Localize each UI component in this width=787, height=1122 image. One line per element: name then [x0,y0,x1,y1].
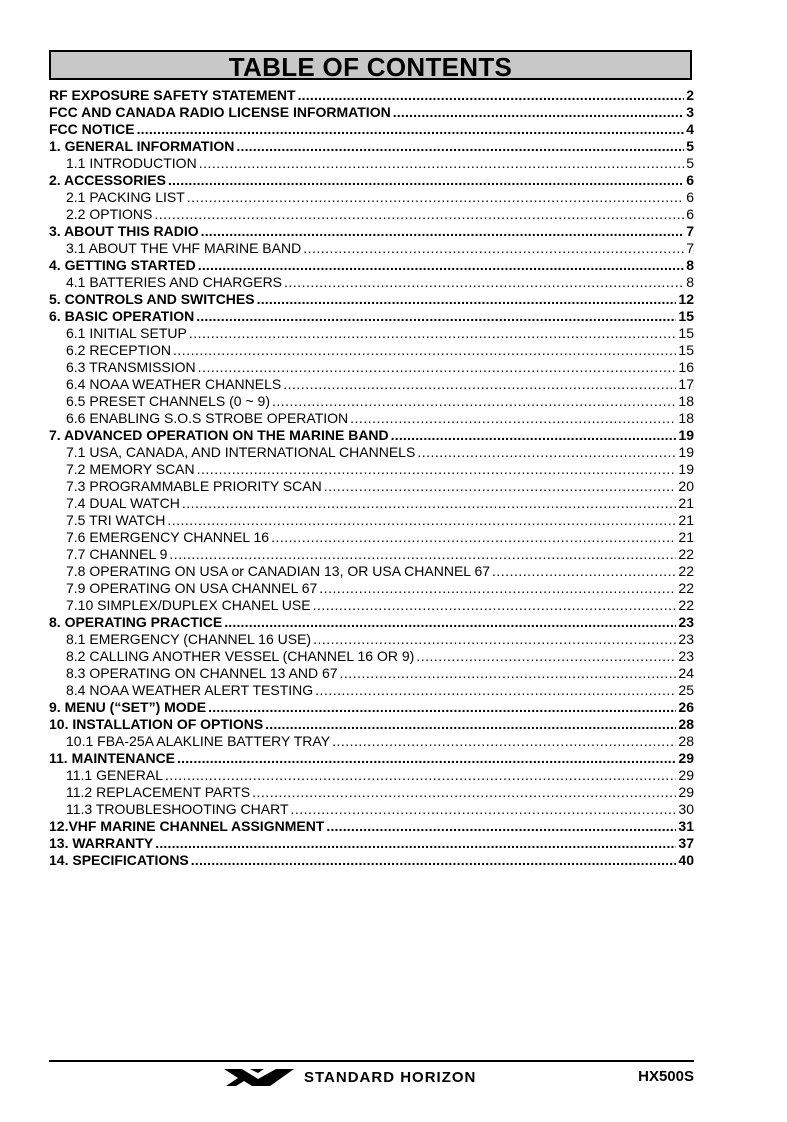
toc-entry-page: 23 [678,614,694,630]
dot-leader [313,631,676,648]
toc-entry-page: 18 [678,393,694,409]
toc-entry-page: 2 [686,87,694,103]
toc-entry-title: 2. ACCESSORIES [49,172,166,188]
toc-entry[interactable] [49,597,694,614]
toc-entry[interactable] [49,325,694,342]
toc-entry-page: 4 [686,121,694,137]
toc-entry-title: 2.2 OPTIONS [66,206,153,222]
toc-entry-title: 7.10 SIMPLEX/DUPLEX CHANEL USE [66,597,311,613]
toc-entry-page: 6 [686,206,694,222]
toc-entry-page: 23 [678,648,694,664]
toc-entry-title: 7. ADVANCED OPERATION ON THE MARINE BAND [49,427,389,443]
toc-entry-page: 12 [678,291,694,307]
toc-entry-title: 9. MENU (“SET”) MODE [49,699,207,715]
toc-entry-page: 3 [686,104,694,120]
toc-entry-title: 7.1 USA, CANADA, AND INTERNATIONAL CHANNELS [66,444,416,460]
toc-entry[interactable] [49,580,694,597]
toc-entry-title: 3. ABOUT THIS RADIO [49,223,199,239]
toc-entry[interactable] [49,801,694,818]
toc-entry[interactable] [49,750,694,767]
brand-logo [224,1066,476,1088]
dot-leader [391,427,677,444]
toc-entry-page: 26 [678,699,694,715]
toc-entry[interactable] [49,376,694,393]
toc-entry-page: 15 [678,342,694,358]
toc-entry-title: 7.3 PROGRAMMABLE PRIORITY SCAN [66,478,322,494]
toc-entry[interactable] [49,784,694,801]
toc-entry[interactable] [49,189,694,206]
toc-entry-title: 3.1 ABOUT THE VHF MARINE BAND [66,240,302,256]
toc-entry[interactable] [49,631,694,648]
dot-leader [173,342,676,359]
dot-leader [417,444,676,461]
dot-leader [196,308,676,325]
toc-entry-page: 7 [686,240,694,256]
toc-entry-title: 7.8 OPERATING ON USA or CANADIAN 13, OR USA CHANNEL 67 [66,563,491,579]
toc-entry-page: 20 [678,478,694,494]
toc-entry-title: 8.1 EMERGENCY (CHANNEL 16 USE) [66,631,312,647]
dot-leader [187,189,684,206]
toc-entry-page: 28 [678,716,694,732]
dot-leader [272,393,676,410]
dot-leader [236,138,684,155]
toc-entry-page: 19 [678,461,694,477]
toc-entry-page: 28 [678,733,694,749]
toc-entry-title: 11.2 REPLACEMENT PARTS [66,784,251,800]
toc-entry-title: 10. INSTALLATION OF OPTIONS [49,716,264,732]
dot-leader [332,733,676,750]
toc-entry-page: 22 [678,546,694,562]
toc-entry[interactable] [49,461,694,478]
dot-leader [167,512,676,529]
dot-leader [291,801,677,818]
dot-leader [271,529,676,546]
toc-entry-title: 7.2 MEMORY SCAN [66,461,195,477]
toc-entry-title: 11. MAINTENANCE [49,750,176,766]
toc-entry-page: 22 [678,580,694,596]
toc-entry-page: 21 [678,495,694,511]
toc-entry-title: 1. GENERAL INFORMATION [49,138,235,154]
toc-entry-title: 11.1 GENERAL [66,767,164,783]
toc-entry[interactable] [49,665,694,682]
toc-entry[interactable] [49,223,694,240]
dot-leader [492,563,676,580]
dot-leader [198,359,677,376]
toc-entry[interactable] [49,512,694,529]
toc-entry-title: 8.2 CALLING ANOTHER VESSEL (CHANNEL 16 OR 9) [66,648,415,664]
dot-leader [283,376,676,393]
dot-leader [189,325,677,342]
toc-entry[interactable] [49,716,694,733]
dot-leader [197,461,677,478]
toc-entry-title: FCC NOTICE [49,121,135,137]
dot-leader [224,614,676,631]
toc-entry-page: 6 [686,189,694,205]
dot-leader [319,580,676,597]
dot-leader [198,257,684,274]
toc-entry-title: RF EXPOSURE SAFETY STATEMENT [49,87,296,103]
toc-entry[interactable] [49,546,694,563]
toc-entry-page: 29 [678,767,694,783]
toc-entry-title: 6.6 ENABLING S.O.S STROBE OPERATION [66,410,349,426]
brand-name: STANDARD HORIZON [304,1068,477,1086]
toc-entry[interactable] [49,852,694,869]
toc-entry[interactable] [49,87,694,104]
toc-entry-page: 19 [678,427,694,443]
toc-entry-page: 21 [678,529,694,545]
toc-entry-page: 7 [686,223,694,239]
toc-entry[interactable] [49,648,694,665]
dot-leader [340,665,677,682]
toc-entry-title: 10.1 FBA-25A ALAKLINE BATTERY TRAY [66,733,331,749]
dot-leader [284,274,684,291]
toc-entry-page: 17 [678,376,694,392]
dot-leader [350,410,676,427]
toc-entry[interactable] [49,478,694,495]
toc-entry-page: 5 [686,138,694,154]
toc-entry-page: 18 [678,410,694,426]
toc-entry[interactable] [49,682,694,699]
toc-entry[interactable] [49,104,694,121]
dot-leader [165,767,676,784]
toc-entry[interactable] [49,733,694,750]
toc-entry[interactable] [49,257,694,274]
toc-entry-page: 31 [678,818,694,834]
toc-entry-page: 21 [678,512,694,528]
toc-entry[interactable] [49,274,694,291]
toc-entry-page: 19 [678,444,694,460]
toc-entry-page: 40 [678,852,694,868]
toc-entry-page: 24 [678,665,694,681]
toc-entry-page: 16 [678,359,694,375]
toc-entry[interactable] [49,818,694,835]
toc-entry-page: 5 [686,155,694,171]
toc-entry-page: 15 [678,325,694,341]
toc-entry-page: 29 [678,784,694,800]
toc-entry[interactable] [49,410,694,427]
dot-leader [315,682,676,699]
dot-leader [252,784,676,801]
toc-entry[interactable] [49,427,694,444]
dot-leader [155,835,676,852]
dot-leader [169,546,676,563]
toc-entry-title: 6.3 TRANSMISSION [66,359,196,375]
dot-leader [303,240,684,257]
toc-entry[interactable] [49,240,694,257]
toc-entry[interactable] [49,172,694,189]
toc-entry-title: 14. SPECIFICATIONS [49,852,189,868]
toc-entry-page: 8 [686,274,694,290]
dot-leader [177,750,676,767]
toc-entry-page: 22 [678,597,694,613]
standard-horizon-logo-icon [224,1067,296,1087]
table-of-contents [49,87,694,869]
toc-entry-page: 37 [678,835,694,851]
toc-entry[interactable] [49,529,694,546]
toc-entry-title: 7.9 OPERATING ON USA CHANNEL 67 [66,580,318,596]
page-title: TABLE OF CONTENTS [49,50,692,80]
toc-entry[interactable] [49,767,694,784]
toc-entry-page: 6 [686,172,694,188]
model-number: HX500S [638,1068,694,1085]
toc-entry-title: 8. OPERATING PRACTICE [49,614,223,630]
dot-leader [326,818,676,835]
toc-entry[interactable] [49,393,694,410]
toc-entry[interactable] [49,835,694,852]
dot-leader [324,478,677,495]
toc-entry-page: 23 [678,631,694,647]
toc-entry[interactable] [49,614,694,631]
toc-entry-title: 6.4 NOAA WEATHER CHANNELS [66,376,282,392]
toc-entry-title: 7.7 CHANNEL 9 [66,546,168,562]
dot-leader [265,716,676,733]
toc-entry-title: 8.4 NOAA WEATHER ALERT TESTING [66,682,314,698]
toc-entry-title: FCC AND CANADA RADIO LICENSE INFORMATION [49,104,391,120]
dot-leader [257,291,677,308]
toc-entry-title: 6.5 PRESET CHANNELS (0 ~ 9) [66,393,270,409]
toc-entry-title: 7.4 DUAL WATCH [66,495,180,511]
dot-leader [313,597,677,614]
dot-leader [182,495,677,512]
dot-leader [298,87,685,104]
toc-entry-title: 1.1 INTRODUCTION [66,155,197,171]
toc-entry-title: 5. CONTROLS AND SWITCHES [49,291,255,307]
dot-leader [168,172,684,189]
toc-entry-title: 6.2 RECEPTION [66,342,172,358]
toc-entry-title: 6.1 INITIAL SETUP [66,325,187,341]
toc-entry-page: 8 [686,257,694,273]
toc-entry[interactable] [49,291,694,308]
toc-entry[interactable] [49,121,694,138]
toc-entry-page: 25 [678,682,694,698]
toc-entry-title: 7.6 EMERGENCY CHANNEL 16 [66,529,270,545]
toc-entry[interactable] [49,563,694,580]
dot-leader [416,648,676,665]
toc-entry[interactable] [49,699,694,716]
toc-entry-title: 6. BASIC OPERATION [49,308,195,324]
toc-entry[interactable] [49,342,694,359]
toc-entry[interactable] [49,155,694,172]
toc-entry-title: 2.1 PACKING LIST [66,189,185,205]
toc-entry-title: 7.5 TRI WATCH [66,512,166,528]
dot-leader [201,223,685,240]
toc-entry-title: 8.3 OPERATING ON CHANNEL 13 AND 67 [66,665,338,681]
toc-entry-title: 11.3 TROUBLESHOOTING CHART [66,801,289,817]
toc-entry[interactable] [49,359,694,376]
toc-entry[interactable] [49,444,694,461]
dot-leader [208,699,676,716]
toc-entry-title: 4.1 BATTERIES AND CHARGERS [66,274,283,290]
toc-entry[interactable] [49,138,694,155]
toc-entry-page: 15 [678,308,694,324]
dot-leader [199,155,685,172]
toc-entry-page: 29 [678,750,694,766]
footer-divider [49,1060,694,1062]
dot-leader [137,121,685,138]
toc-entry[interactable] [49,308,694,325]
dot-leader [191,852,677,869]
toc-entry-page: 22 [678,563,694,579]
toc-entry-title: 13. WARRANTY [49,835,154,851]
toc-entry-title: 4. GETTING STARTED [49,257,196,273]
toc-entry[interactable] [49,495,694,512]
toc-entry-page: 30 [678,801,694,817]
dot-leader [154,206,684,223]
dot-leader [393,104,685,121]
toc-entry[interactable] [49,206,694,223]
toc-entry-title: 12.VHF MARINE CHANNEL ASSIGNMENT [49,818,325,834]
